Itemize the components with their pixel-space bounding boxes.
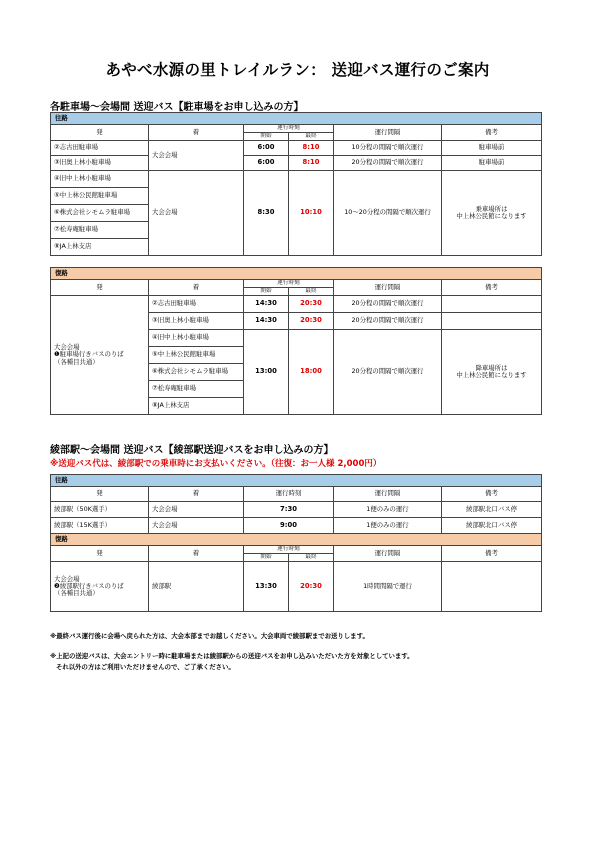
table-cell-time: 7:30: [244, 502, 334, 518]
table-cell-from: ⑦松寿庵駐車場: [51, 222, 149, 239]
header-note: 備考: [442, 280, 542, 296]
table-cell-interval: 1便のみの運行: [334, 518, 442, 534]
table-cell-interval: 20分程の間隔で順次運行: [334, 296, 442, 313]
table-cell-from: ④旧中上林小駐車場: [51, 171, 149, 188]
table-cell-interval: 10分程の間隔で順次運行: [334, 141, 442, 156]
table-cell-from: ②志古田駐車場: [51, 141, 149, 156]
note-line: 乗車場所は: [475, 204, 508, 213]
table-cell-interval: 20分程の間隔で順次運行: [334, 330, 442, 415]
table-cell-note: 綾部駅北口バス停: [442, 518, 542, 534]
table-cell-start: 13:00: [244, 330, 289, 415]
from-line: ❷綾部駅行きバスのりば: [54, 581, 124, 590]
header-from: 発: [51, 546, 149, 562]
return-label: 復路: [51, 534, 542, 546]
header-time: 運行時刻: [244, 487, 334, 502]
header-interval: 運行間隔: [334, 125, 442, 141]
table-cell-start: 6:00: [244, 141, 289, 156]
table-cell-end: 20:30: [289, 562, 334, 612]
note-line: 降車場所は: [475, 363, 508, 372]
from-line: （各種目共通）: [54, 357, 99, 366]
header-start: 開始: [244, 288, 289, 296]
return-label: 復路: [51, 268, 542, 280]
footnote-2: ※上記の送迎バスは、大会エントリー時に駐車場または綾部駅からの送迎バスをお申し込みいただいた方を対象としています。: [50, 652, 414, 660]
table-cell-note: [442, 562, 542, 612]
header-interval: 運行間隔: [334, 280, 442, 296]
header-end: 最終: [289, 288, 334, 296]
table-cell-to: ②志古田駐車場: [149, 296, 244, 313]
table-cell-to: ④旧中上林小駐車場: [149, 330, 244, 347]
table-cell-from: 綾部駅（50K選手）: [51, 502, 149, 518]
note-line: 中上林公民館になります: [456, 371, 527, 379]
page-title: あやべ水源の里トレイルラン： 送迎バス運行のご案内: [105, 61, 490, 79]
from-line: ❶駐車場行きバスのりば: [54, 350, 124, 359]
table-cell-from: ⑥株式会社シモムラ駐車場: [51, 205, 149, 222]
table-cell-to: ⑦松寿庵駐車場: [149, 381, 244, 398]
table-cell-from: 綾部駅（15K選手）: [51, 518, 149, 534]
header-time: 運行時刻: [244, 280, 334, 288]
table-cell-to: 大会会場: [149, 171, 244, 256]
header-to: 着: [149, 125, 244, 141]
table-cell-interval: 1便のみの運行: [334, 502, 442, 518]
table-cell-start: 13:30: [244, 562, 289, 612]
table-cell-note: 綾部駅北口バス停: [442, 502, 542, 518]
header-to: 着: [149, 487, 244, 502]
footnote-3: それ以外の方はご利用いただけませんので、ご了承ください。: [56, 663, 235, 671]
section1-heading: 各駐車場～会場間 送迎バス【駐車場をお申し込みの方】: [50, 102, 304, 113]
fare-notice: ※送迎バス代は、綾部駅での乗車時にお支払いください。（往復：お一人様 2,000円）: [50, 459, 382, 469]
header-end: 最終: [289, 133, 334, 141]
table-cell-to: 大会会場: [149, 518, 244, 534]
table-cell-note: [442, 171, 542, 256]
header-to: 着: [149, 546, 244, 562]
header-end: 最終: [289, 554, 334, 562]
table-cell-time: 9:00: [244, 518, 334, 534]
table-cell-to: ⑧JA上林支店: [149, 398, 244, 415]
table-cell-end: 8:10: [289, 156, 334, 171]
table-cell-to: 大会会場: [149, 502, 244, 518]
table-cell-end: 18:00: [289, 330, 334, 415]
table-cell-start: 8:30: [244, 171, 289, 256]
table-cell-from: [51, 562, 149, 612]
table-cell-from: [51, 296, 149, 415]
header-note: 備考: [442, 546, 542, 562]
header-interval: 運行間隔: [334, 546, 442, 562]
header-from: 発: [51, 280, 149, 296]
parking-return-table: [50, 267, 542, 415]
table-cell-to: 綾部駅: [149, 562, 244, 612]
table-cell-from: ⑧JA上林支店: [51, 239, 149, 256]
table-cell-to: 大会会場: [149, 141, 244, 171]
header-start: 開始: [244, 133, 289, 141]
table-cell-note: [442, 330, 542, 415]
table-cell-note: [442, 313, 542, 330]
table-cell-note: 駐車場前: [442, 141, 542, 156]
table-cell-from: ③旧奥上林小駐車場: [51, 156, 149, 171]
table-cell-interval: 20分程の間隔で順次運行: [334, 156, 442, 171]
from-line: （各種目共通）: [54, 589, 99, 598]
header-from: 発: [51, 125, 149, 141]
table-cell-end: 20:30: [289, 313, 334, 330]
table-cell-end: 8:10: [289, 141, 334, 156]
table-cell-to: ⑤中上林公民館駐車場: [149, 347, 244, 364]
section2-heading: 綾部駅～会場間 送迎バス【綾部駅送迎バスをお申し込みの方】: [50, 445, 334, 456]
from-line: 大会会場: [54, 343, 80, 352]
table-cell-note: [442, 296, 542, 313]
table-cell-to: ③旧奥上林小駐車場: [149, 313, 244, 330]
table-cell-start: 6:00: [244, 156, 289, 171]
table-cell-interval: 1時間間隔で運行: [334, 562, 442, 612]
table-cell-interval: 20分程の間隔で順次運行: [334, 313, 442, 330]
station-outbound-table: [50, 474, 542, 534]
table-cell-to: ⑥株式会社シモムラ駐車場: [149, 364, 244, 381]
header-start: 開始: [244, 554, 289, 562]
table-cell-end: 20:30: [289, 296, 334, 313]
header-time: 運行時刻: [244, 125, 334, 133]
header-time: 運行時刻: [244, 546, 334, 554]
parking-outbound-table: [50, 112, 542, 256]
footnote-1: ※最終バス運行後に会場へ戻られた方は、大会本部までお越しください。大会車両で綾部駅までお送りします。: [50, 632, 369, 640]
from-line: 大会会場: [54, 574, 80, 583]
header-note: 備考: [442, 125, 542, 141]
table-cell-start: 14:30: [244, 313, 289, 330]
table-cell-from: ⑤中上林公民館駐車場: [51, 188, 149, 205]
header-from: 発: [51, 487, 149, 502]
header-to: 着: [149, 280, 244, 296]
table-cell-note: 駐車場前: [442, 156, 542, 171]
outbound-label: 往路: [51, 475, 542, 487]
table-cell-start: 14:30: [244, 296, 289, 313]
note-line: 中上林公民館になります: [456, 212, 527, 220]
table-cell-interval: 10～20分程の間隔で順次運行: [334, 171, 442, 256]
header-interval: 運行間隔: [334, 487, 442, 502]
outbound-label: 往路: [51, 113, 542, 125]
table-cell-end: 10:10: [289, 171, 334, 256]
station-return-table: [50, 533, 542, 612]
header-note: 備考: [442, 487, 542, 502]
